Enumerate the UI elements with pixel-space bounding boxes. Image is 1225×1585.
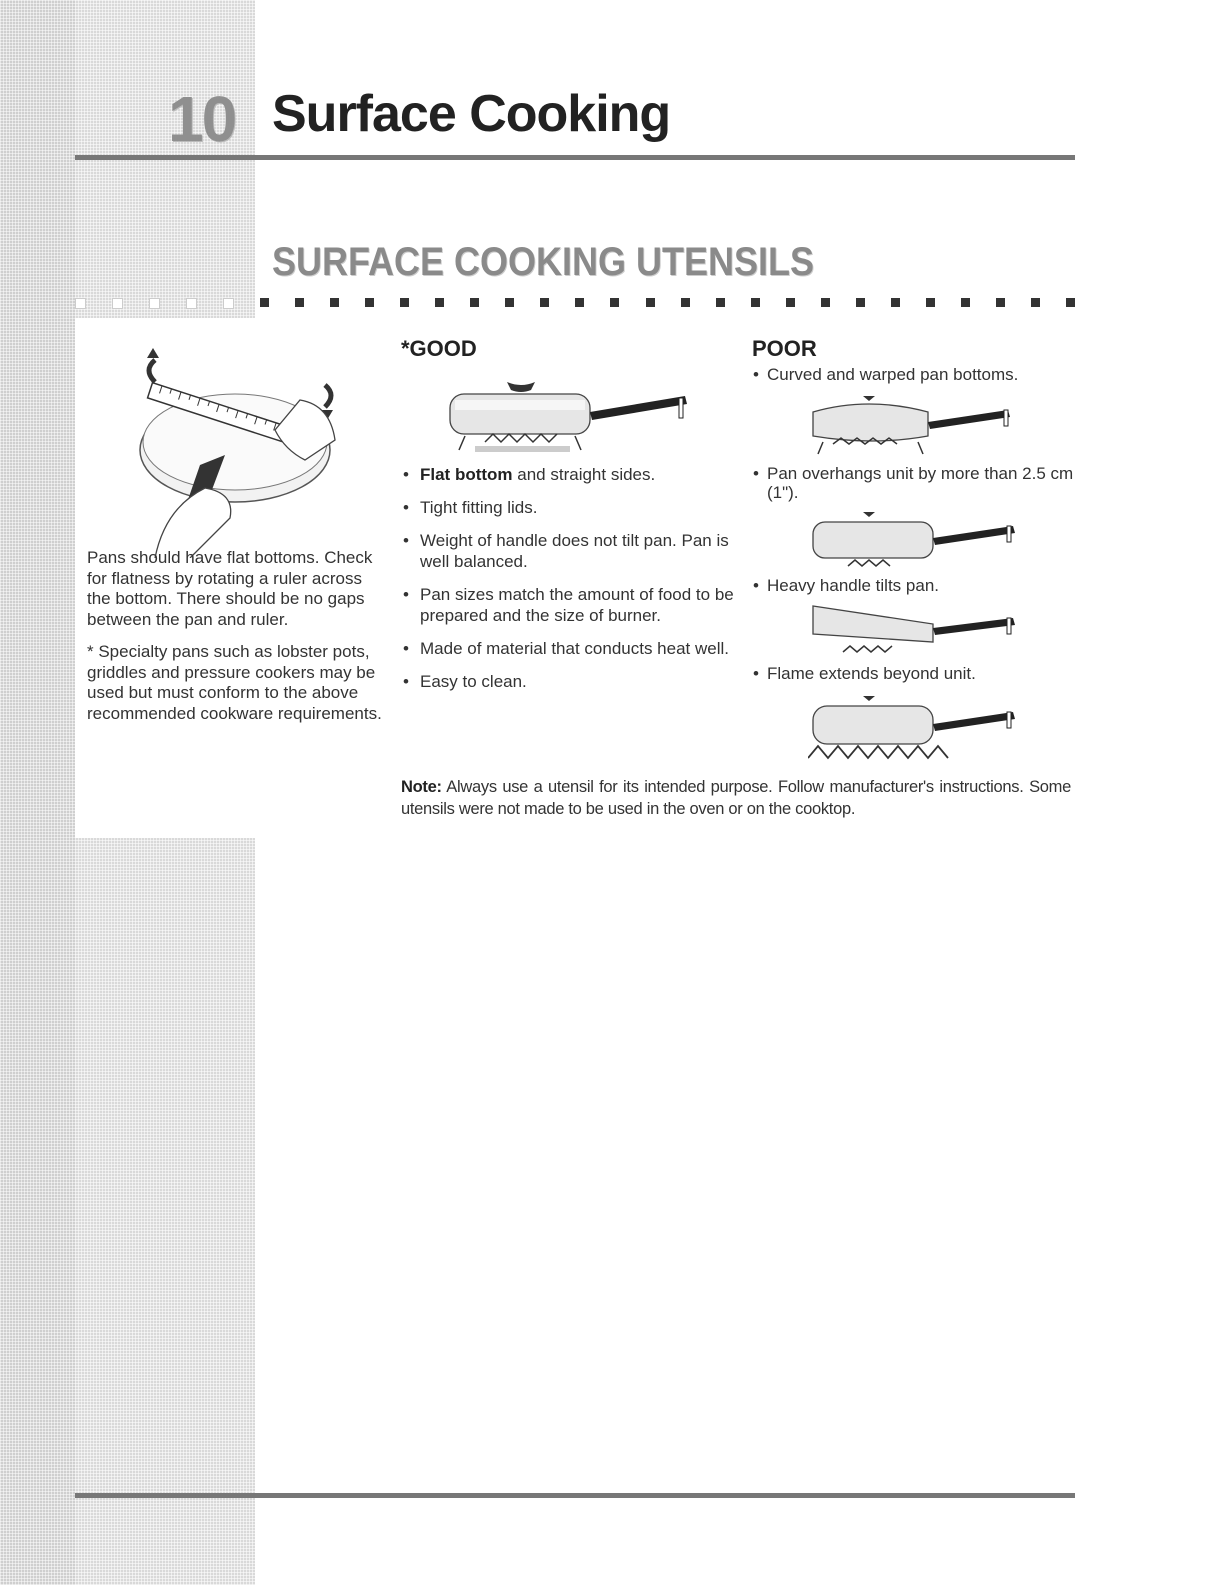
- good-item-text: Easy to clean.: [420, 672, 527, 691]
- divider-dot: [295, 298, 304, 307]
- poor-item: • Curved and warped pan bottoms.: [752, 365, 1087, 384]
- divider-dot: [996, 298, 1005, 307]
- good-item-text: Made of material that conducts heat well.: [420, 639, 729, 658]
- poor-item: • Heavy handle tilts pan.: [752, 576, 1087, 595]
- good-item-text: and straight sides.: [512, 465, 656, 484]
- divider-dot: [1066, 298, 1075, 307]
- note-label: Note:: [401, 778, 442, 796]
- header-rule: [75, 155, 1075, 160]
- specialty-note: * Specialty pans such as lobster pots, griddles and pressure cookers may be used but must conform to the above recommended cookware requirements.: [87, 642, 382, 723]
- good-item: [401, 671, 741, 692]
- page-title: Surface Cooking: [272, 85, 671, 143]
- divider-dot: [646, 298, 655, 307]
- divider-dot: [1031, 298, 1040, 307]
- divider-dot: [856, 298, 865, 307]
- good-item: [401, 464, 741, 485]
- good-item-text: Tight fitting lids.: [420, 498, 538, 517]
- divider-dot: [681, 298, 690, 307]
- footer-rule: [75, 1493, 1075, 1498]
- sidebar-text: [87, 548, 387, 736]
- good-item: [401, 638, 741, 659]
- divider-dot: [470, 298, 479, 307]
- note-text: Always use a utensil for its intended purpose. Follow manufacturer's instructions. Some utensils were not made to be used in the oven or on the cooktop.: [401, 778, 1071, 818]
- chapter-number: 10: [168, 83, 236, 155]
- divider-dot: [926, 298, 935, 307]
- divider-dot: [149, 298, 160, 309]
- section-dot-divider: [75, 298, 1075, 310]
- good-heading: *GOOD: [401, 336, 477, 361]
- divider-dot: [716, 298, 725, 307]
- divider-dot: [610, 298, 619, 307]
- good-item: [401, 584, 741, 626]
- divider-dot: [435, 298, 444, 307]
- poor-heading: POOR: [752, 336, 817, 361]
- good-item: [401, 530, 741, 572]
- good-item: [401, 497, 741, 518]
- divider-dot: [223, 298, 234, 309]
- divider-dot: [540, 298, 549, 307]
- poor-item: • Flame extends beyond unit.: [752, 664, 1087, 683]
- divider-dot: [821, 298, 830, 307]
- divider-dot: [505, 298, 514, 307]
- divider-dot: [400, 298, 409, 307]
- section-title: SURFACE COOKING UTENSILS: [272, 240, 815, 284]
- good-item-text: Pan sizes match the amount of food to be prepared and the size of burner.: [420, 585, 734, 625]
- good-list: [401, 464, 741, 704]
- good-item-text: Weight of handle does not tilt pan. Pan is well balanced.: [420, 531, 729, 571]
- divider-dot: [75, 298, 86, 309]
- pan-tilted-icon: [808, 600, 1018, 658]
- sidebar-texture-strip-left: [0, 0, 75, 1585]
- poor-item: • Pan overhangs unit by more than 2.5 cm (1").: [752, 464, 1087, 502]
- good-item-bold: Flat bottom: [420, 465, 513, 484]
- divider-dot: [891, 298, 900, 307]
- divider-dot: [186, 298, 197, 309]
- note-paragraph: [401, 776, 1071, 820]
- divider-dot: [575, 298, 584, 307]
- divider-dot: [330, 298, 339, 307]
- pan-overhang-icon: [808, 510, 1018, 572]
- flatness-paragraph: Pans should have flat bottoms. Check for flatness by rotating a ruler across the bottom. There should be no gaps between the pan and ruler.: [87, 548, 373, 629]
- ruler-check-illustration: [85, 330, 365, 558]
- pan-flame-icon: [808, 692, 1018, 762]
- divider-dot: [786, 298, 795, 307]
- pan-good-icon: [445, 372, 695, 457]
- divider-dot: [260, 298, 269, 307]
- divider-dot: [365, 298, 374, 307]
- divider-dot: [751, 298, 760, 307]
- divider-dot: [961, 298, 970, 307]
- pan-warped-icon: [808, 392, 1018, 458]
- divider-dot: [112, 298, 123, 309]
